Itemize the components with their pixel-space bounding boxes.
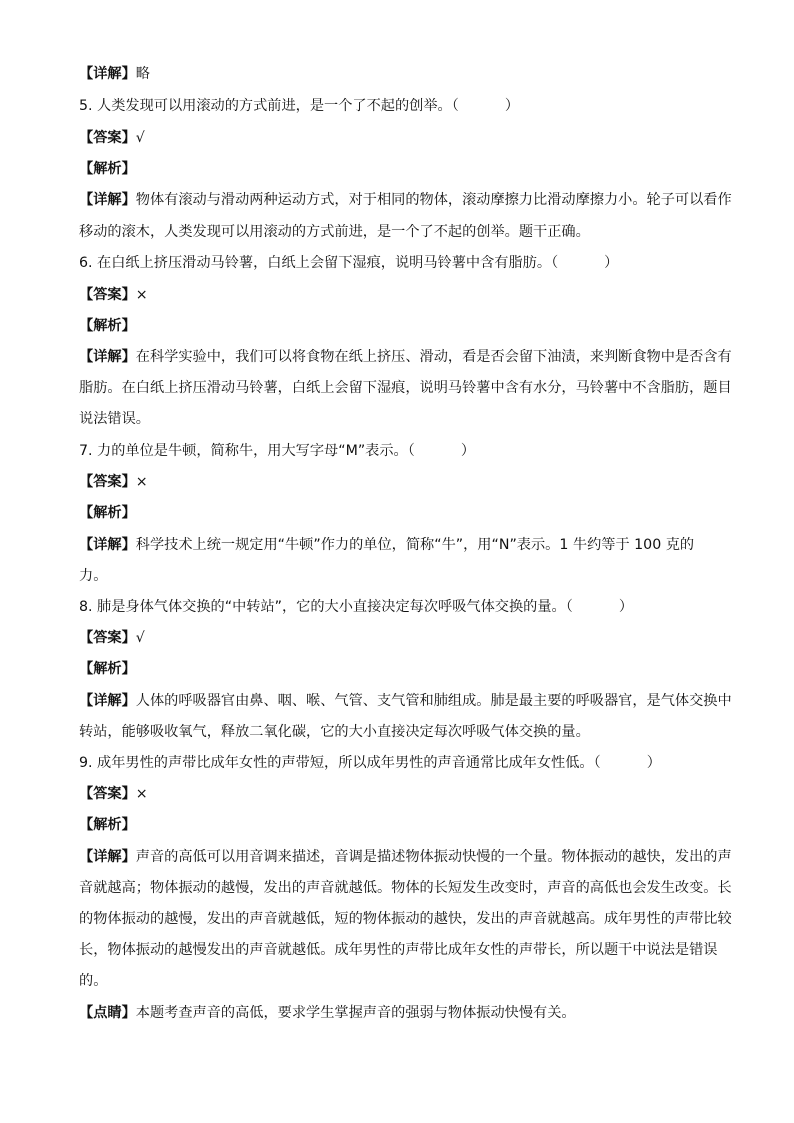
detail-line: 长，物体振动的越慢发出的声音就越低。成年男性的声带比成年女性的声带长，所以题干中说法是错误 xyxy=(79,942,718,958)
question-text: 9. 成年男性的声带比成年女性的声带短，所以成年男性的声音通常比成年女性低。（ xyxy=(79,755,601,771)
detail-line: 转站，能够吸收氧气，释放二氧化碳，它的大小直接决定每次呼吸气体交换的量。 xyxy=(79,724,590,740)
section-body: 本题考查声音的高低，要求学生掌握声音的强弱与物体振动快慢有关。 xyxy=(135,1005,576,1021)
section-body: √ xyxy=(135,630,145,646)
question-text: 8. 肺是身体气体交换的“中转站”，它的大小直接决定每次呼吸气体交换的量。（ xyxy=(79,599,573,615)
section-body: × xyxy=(135,474,148,490)
question-7 xyxy=(79,441,719,461)
section-tag: 【详解】 xyxy=(79,349,136,365)
question-text: 5. 人类发现可以用滚动的方式前进，是一个了不起的创举。（ xyxy=(79,98,459,114)
section-body: 声音的高低可以用音调来描述，音调是描述物体振动快慢的一个量。物体振动的越快，发出的声 xyxy=(135,849,732,865)
analysis-label: 【解析】 xyxy=(79,661,136,677)
detail-line: 脂肪。在白纸上挤压滑动马铃薯，白纸上会留下湿痕，说明马铃薯中含有水分，马铃薯中不含脂肪，题目 xyxy=(79,380,732,396)
question-6 xyxy=(79,253,719,273)
detail-line xyxy=(79,347,732,367)
section-body: 在科学实验中，我们可以将食物在纸上挤压、滑动，看是否会留下油渍，来判断食物中是否含有 xyxy=(135,349,732,365)
question-text: 6. 在白纸上挤压滑动马铃薯，白纸上会留下湿痕，说明马铃薯中含有脂肪。（ xyxy=(79,255,559,271)
section-body: × xyxy=(135,786,148,802)
question-8 xyxy=(79,597,719,617)
section-body: 科学技术上统一规定用“牛顿”作力的单位，简称“牛”，用“N”表示。1 牛约等于 100 克的 xyxy=(135,537,695,553)
detail-line: 说法错误。 xyxy=(79,411,150,427)
detail-line: 的物体振动的越慢，发出的声音就越低，短的物体振动的越快，发出的声音就越高。成年男性的声带比较 xyxy=(79,911,732,927)
section-body: 人体的呼吸器官由鼻、咽、喉、气管、支气管和肺组成。肺是最主要的呼吸器官，是气体交换中 xyxy=(135,693,732,709)
answer-line xyxy=(79,128,719,148)
answer-line xyxy=(79,784,719,804)
question-paren-close: ） xyxy=(504,98,520,114)
detail-line xyxy=(79,190,732,210)
section-tag: 【答案】 xyxy=(79,630,136,646)
detail-line: 的。 xyxy=(79,973,108,989)
question-text: 7. 力的单位是牛顿，简称牛，用大写字母“M”表示。（ xyxy=(79,443,415,459)
detail-line xyxy=(79,64,719,84)
detail-line xyxy=(79,847,732,867)
analysis-label: 【解析】 xyxy=(79,505,136,521)
question-paren-close: ） xyxy=(618,599,634,615)
section-tag: 【详解】 xyxy=(79,849,136,865)
detail-line: 音就越高；物体振动的越慢，发出的声音就越低。物体的长短发生改变时，声音的高低也会发生改变。长 xyxy=(79,880,732,896)
detail-line: 移动的滚木，人类发现可以用滚动的方式前进，是一个了不起的创举。题干正确。 xyxy=(79,224,590,240)
answer-line xyxy=(79,472,719,492)
question-5 xyxy=(79,96,719,116)
section-tag: 【详解】 xyxy=(79,693,136,709)
key-point-line xyxy=(79,1003,719,1023)
answer-line xyxy=(79,628,719,648)
section-tag: 【详解】 xyxy=(79,192,136,208)
section-tag: 【答案】 xyxy=(79,474,136,490)
analysis-text: 解析 xyxy=(93,161,122,177)
analysis-label: 【解析】 xyxy=(79,817,136,833)
analysis-text: 解析 xyxy=(93,318,122,334)
analysis-label: 【解析】 xyxy=(79,318,136,334)
section-body: 略 xyxy=(135,66,150,82)
section-tag: 【详解】 xyxy=(79,537,136,553)
analysis-text: 解析 xyxy=(93,505,122,521)
detail-line: 力。 xyxy=(79,568,108,584)
answer-line xyxy=(79,285,719,305)
question-paren-close: ） xyxy=(646,755,661,771)
section-body: √ xyxy=(135,130,145,146)
analysis-text: 解析 xyxy=(93,661,122,677)
question-9 xyxy=(79,753,719,773)
detail-line xyxy=(79,691,732,711)
section-tag: 【点睛】 xyxy=(79,1005,136,1021)
question-paren-close: ） xyxy=(460,443,476,459)
detail-line xyxy=(79,535,719,555)
section-tag: 【答案】 xyxy=(79,130,136,146)
section-tag: 【详解】 xyxy=(79,66,136,82)
question-paren-close: ） xyxy=(604,255,619,271)
section-body: × xyxy=(135,287,148,303)
analysis-label: 【解析】 xyxy=(79,161,136,177)
analysis-text: 解析 xyxy=(93,817,122,833)
section-body: 物体有滚动与滑动两种运动方式，对于相同的物体，滚动摩擦力比滑动摩擦力小。轮子可以看作 xyxy=(135,192,732,208)
section-tag: 【答案】 xyxy=(79,786,136,802)
section-tag: 【答案】 xyxy=(79,287,136,303)
